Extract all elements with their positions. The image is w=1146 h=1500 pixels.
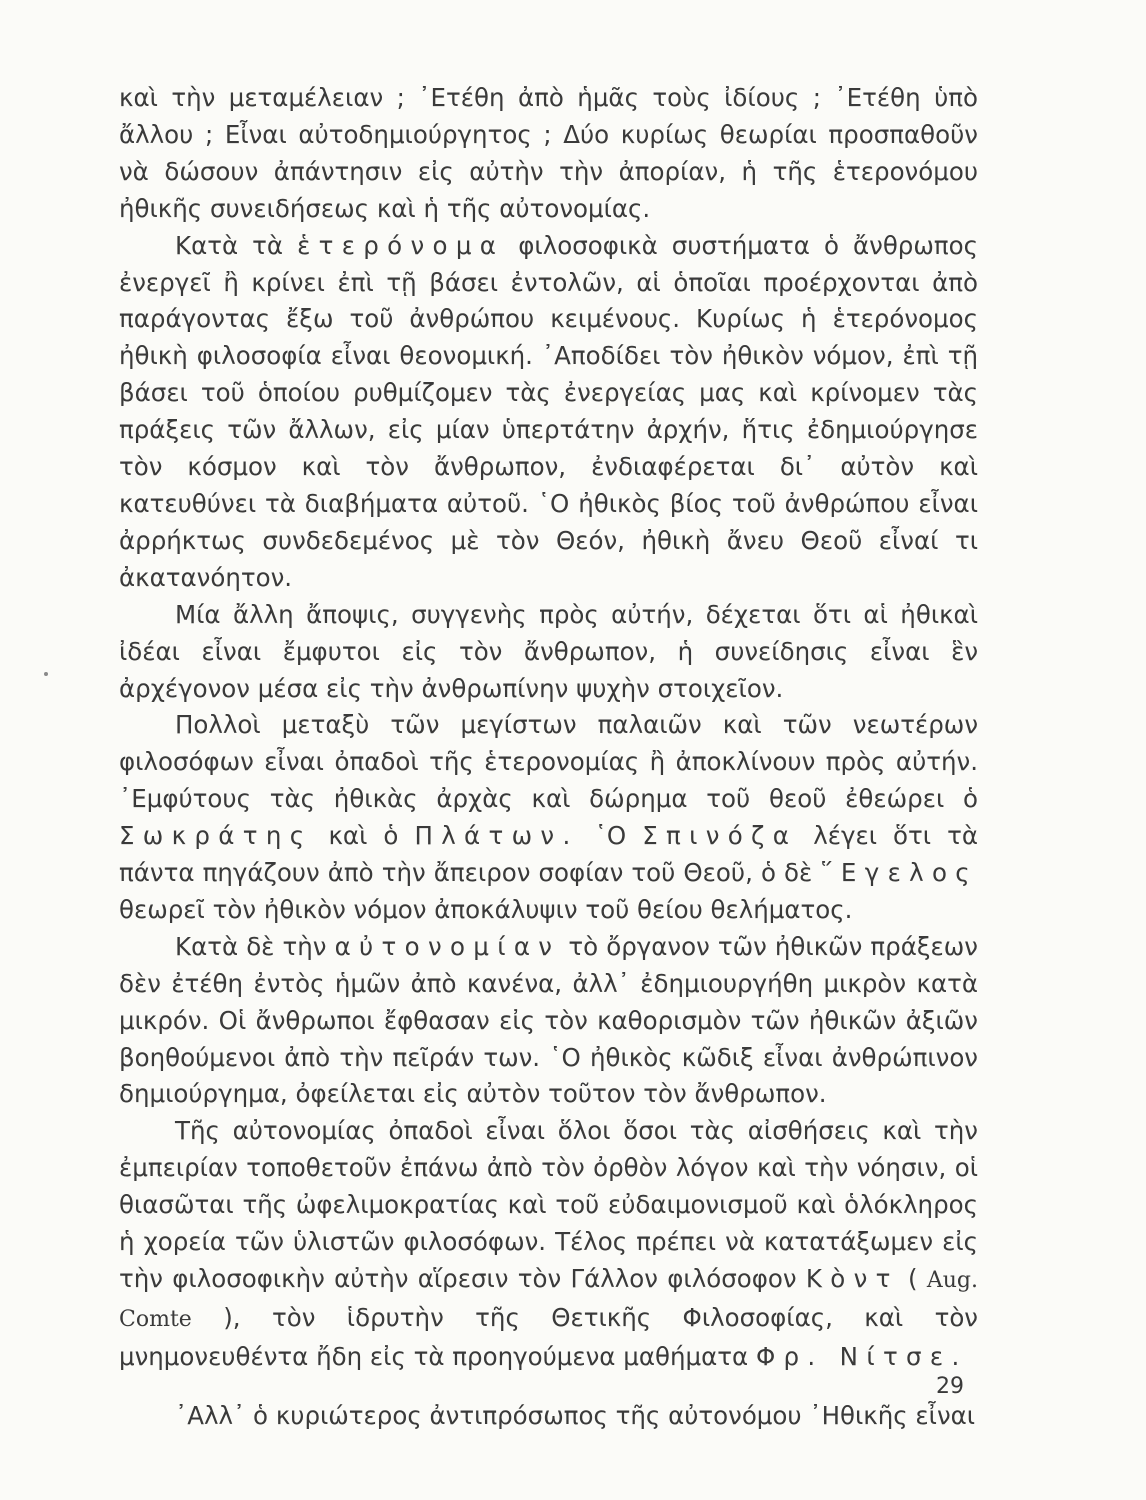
text-run: Κατὰ τὰ [175,230,298,260]
text-run: θεωρεῖ τὸν ἠθικὸν νόμον ἀποκάλυψιν τοῦ θείου θελήματος. [119,894,853,924]
paragraph-6 [119,1113,978,1375]
spaced-name-comte: Κὸντ [805,1264,899,1293]
page-number: 29 [936,1374,964,1399]
text-run: Κατὰ δὲ τὴν [175,931,335,961]
paragraph-5 [119,929,978,1114]
text-run: ( [898,1264,927,1293]
spaced-term-autonomy: αὐτονομίαν [334,931,561,961]
spaced-name-plato: Πλάτων. [414,821,579,851]
text-run: Πολλοὶ μεταξὺ τῶν μεγίστων παλαιῶν καὶ τῶν νεωτέρων φιλοσόφων εἶναι ὀπαδοὶ τῆς ἑτερονομίας ἢ ἀποκλίνουν πρὸς αὐτήν. ᾿Εμφύτους τὰς ἠθικὰς ἀρχὰς καὶ δώρημα τοῦ θεοῦ ἐθεώρει ὁ [119,710,978,814]
spaced-name-socrates: Σωκράτης [119,821,313,851]
text-run: ᾿Αλλ᾿ ὁ κυριώτερος ἀντιπρόσωπος τῆς αὐτονόμου ᾿Ηθικῆς εἶναι [175,1400,976,1430]
paper-speck [44,672,48,676]
text-run: Μία ἄλλη ἄποψις, συγγενὴς πρὸς αὐτήν, δέχεται ὅτι αἱ ἠθικαὶ ἰδέαι εἶναι ἔμφυτοι εἰς τὸν ἄνθρωπον, ἡ συνείδησις εἶναι ἓν ἀρχέγονον μέσα εἰς τὴν ἀνθρωπίνην ψυχὴν στοιχεῖον. [119,599,978,703]
paragraph-4 [119,707,978,928]
text-run: ῾Ο [578,821,643,851]
text-run: ), τὸν ἱδρυτὴν τῆς Θετικῆς Φιλοσοφίας, καὶ τὸν μνημονευθέντα ἤδη εἰς τὰ προηγούμενα μαθήματα [119,1302,978,1371]
spaced-name-hegel: ῞Εγελος [820,858,978,888]
body-text [119,80,978,1435]
text-run: καὶ τὴν μεταμέλειαν ; ᾿Ετέθη ἀπὸ ἡμᾶς τοὺς ἰδίους ; ᾿Ετέθη ὑπὸ ἄλλου ; Εἶναι αὐτοδημιούργητος ; Δύο κυρίως θεωρίαι προσπαθοῦν νὰ δώσουν ἀπάντησιν εἰς αὐτὴν τὴν ἀπορίαν, ἡ τῆς ἑτερονόμου ἠθικῆς συνειδήσεως καὶ ἡ τῆς αὐτονομίας. [119,83,978,223]
spaced-term-heteronoma: ἑτερόνομα [297,230,505,260]
paragraph-7 [119,1398,978,1435]
text-run: καὶ ὁ [312,821,415,851]
paragraph-1 [119,80,978,228]
text-run: Τῆς αὐτονομίας ὀπαδοὶ εἶναι ὅλοι ὅσοι τὰς αἰσθήσεις καὶ τὴν ἐμπειρίαν τοποθετοῦν ἐπάνω ἀπὸ τὸν ὀρθὸν λόγον καὶ τὴν νόησιν, οἱ θιασῶται τῆς ὠφελιμοκρατίας καὶ τοῦ εὐδαιμονισμοῦ καὶ ὁλόκληρος ἡ χορεία τῶν ὑλιστῶν φιλοσόφων. Τέλος πρέπει νὰ κατατάξωμεν εἰς τὴν φιλοσοφικὴν αὐτὴν αἵρεσιν τὸν Γάλλον φιλόσοφον [119,1116,978,1293]
spaced-name-nietzsche: Φρ. Νίτσε. [755,1341,968,1371]
paragraph-3 [119,597,978,708]
text-run: φιλοσοφικὰ συστήματα ὁ ἄνθρωπος ἐνεργεῖ ἢ κρίνει ἐπὶ τῇ βάσει ἐντολῶν, αἱ ὁποῖαι προέρχονται ἀπὸ παράγοντας ἔξω τοῦ ἀνθρώπου κειμένους. Κυρίως ἡ ἑτερόνομος ἠθικὴ φιλοσοφία εἶναι θεονομική. ᾿Αποδίδει τὸν ἠθικὸν νόμον, ἐπὶ τῇ βάσει τοῦ ὁποίου ρυθμίζομεν τὰς ἐνεργείας μας καὶ κρίνομεν τὰς πράξεις τῶν ἄλλων, εἰς μίαν ὑπερτάτην ἀρχήν, ἥτις ἐδημιούργησε τὸν κόσμον καὶ τὸν ἄνθρωπον, ἐνδιαφέρεται δι᾿ αὐτὸν καὶ κατευθύνει τὰ διαβήματα αὐτοῦ. ῾Ο ἠθικὸς βίος τοῦ ἀνθρώπου εἶναι ἀρρήκτως συνδεδεμένος μὲ τὸν Θεόν, ἠθικὴ ἄνευ Θεοῦ εἶναί τι ἀκατανόητον. [119,230,978,592]
spaced-name-spinoza: Σπινόζα [642,821,798,851]
paragraph-2 [119,228,978,597]
text-run: λέγει ὅτι τὰ πάντα πηγάζουν ἀπὸ τὴν ἄπειρον σοφίαν τοῦ Θεοῦ, ὁ δὲ [119,821,978,888]
text-run: τὸ ὄργανον τῶν ἠθικῶν πράξεων δὲν ἐτέθη ἐντὸς ἡμῶν ἀπὸ κανένα, ἀλλ᾿ ἐδημιουργήθη μικρὸν κατὰ μικρόν. Οἱ ἄνθρωποι ἔφθασαν εἰς τὸν καθορισμὸν τῶν ἠθικῶν ἀξιῶν βοηθούμενοι ἀπὸ τὴν πεῖράν των. ῾Ο ἠθικὸς κῶδιξ εἶναι ἀνθρώπινον δημιούργημα, ὀφείλεται εἰς αὐτὸν τοῦτον τὸν ἄνθρωπον. [119,931,978,1109]
latin-name-aug-comte: Aug. Comte [119,1268,978,1332]
